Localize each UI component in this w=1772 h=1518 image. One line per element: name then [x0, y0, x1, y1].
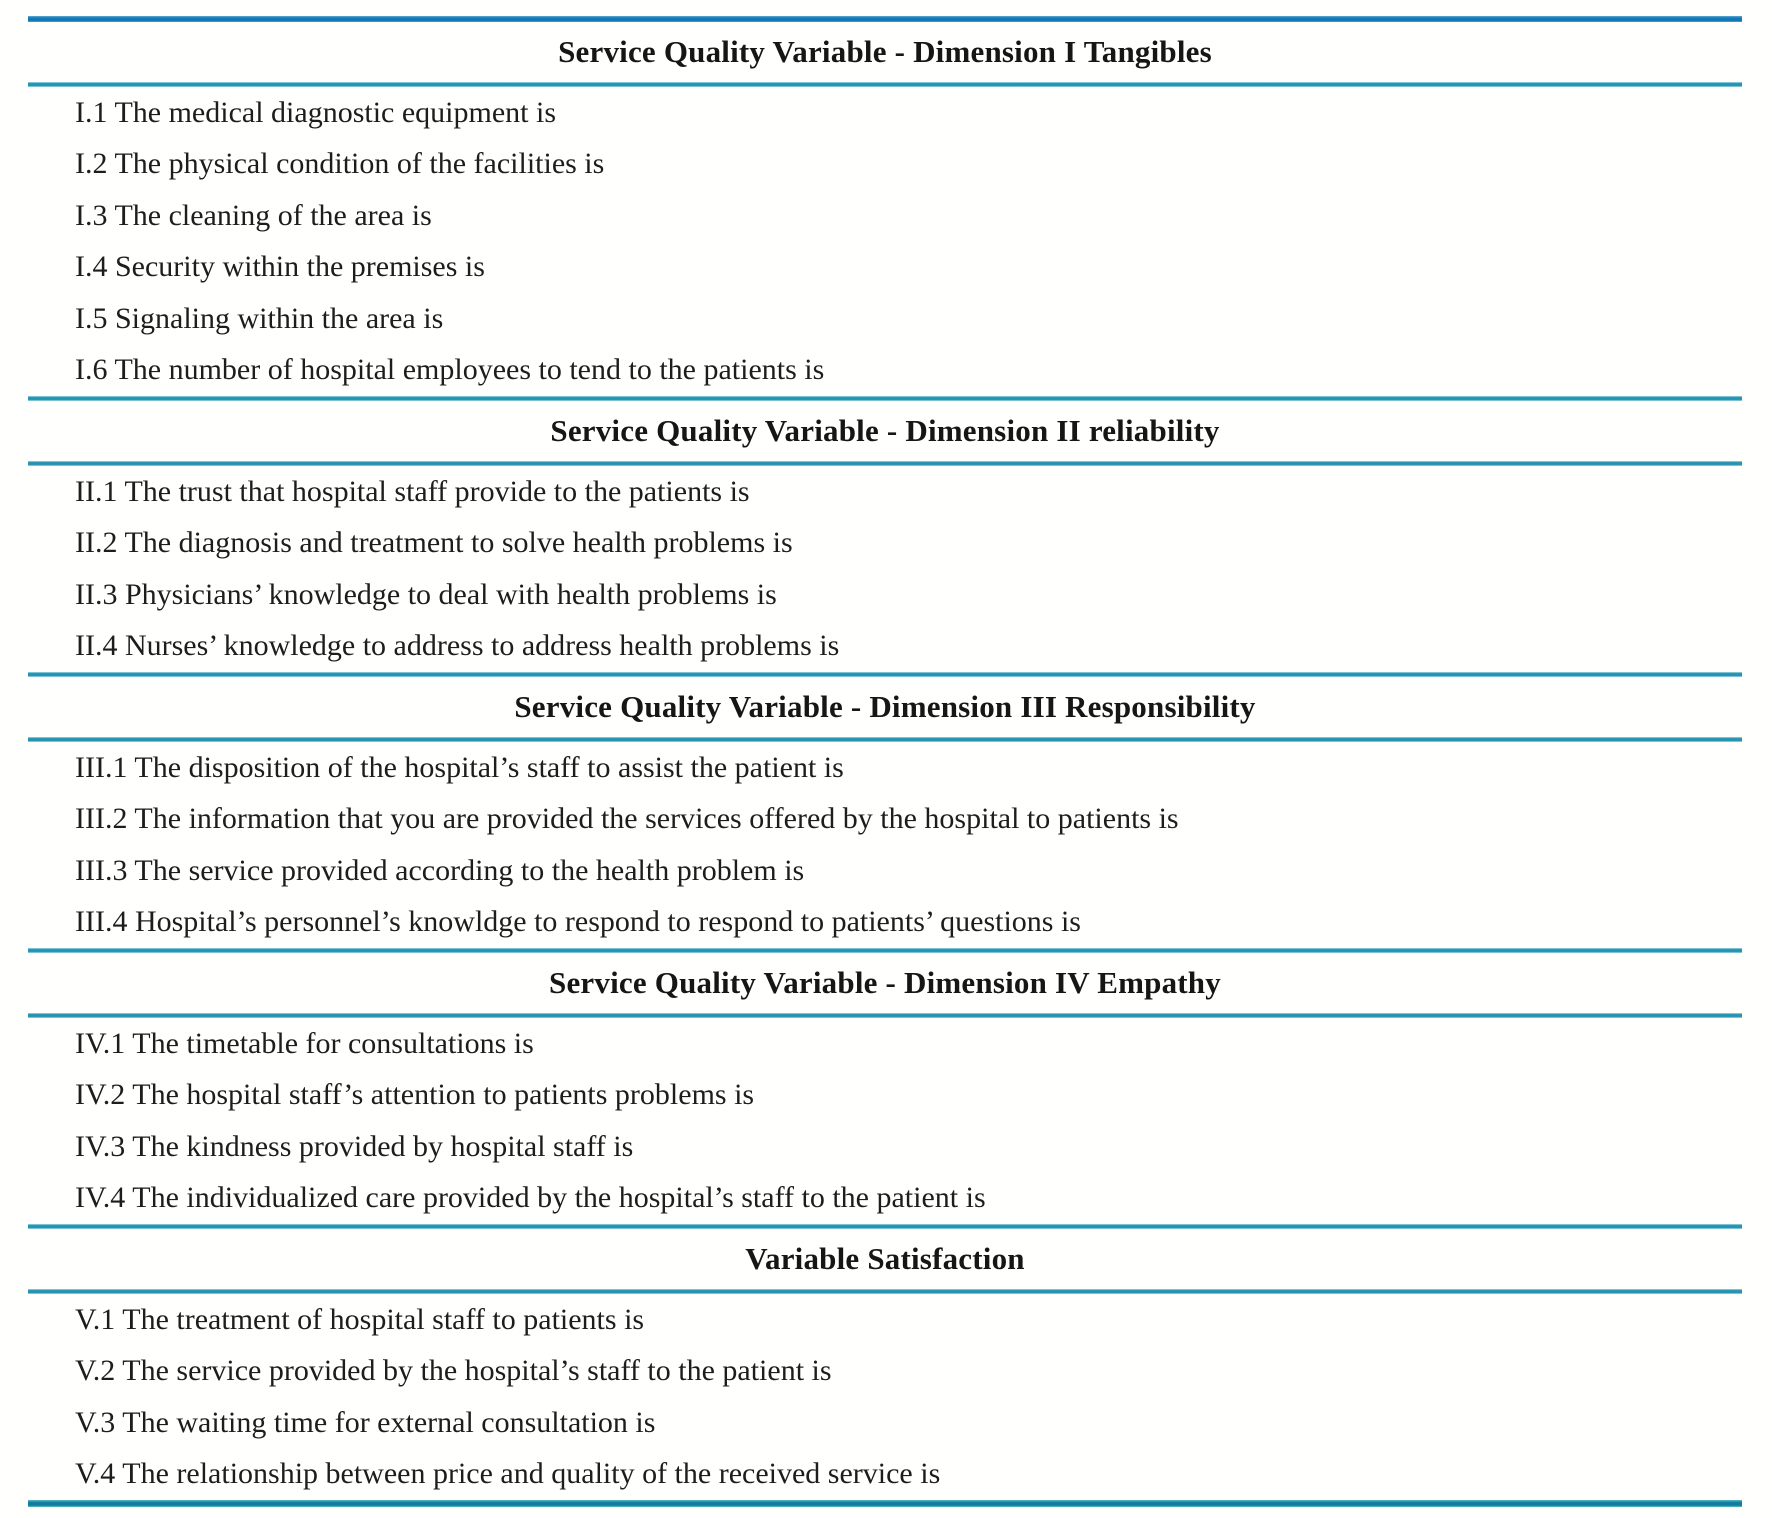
table-row: IV.2 The hospital staff’s attention to patients problems is	[75, 1078, 755, 1112]
table-row: III.3 The service provided according to the health problem is	[75, 853, 805, 887]
table-row: III.1 The disposition of the hospital’s staff to assist the patient is	[75, 750, 844, 784]
table-row: III.2 The information that you are provided the services offered by the hospital to patients is	[75, 802, 1179, 836]
section-header-satisfaction: Variable Satisfaction	[745, 1241, 1025, 1276]
section-tangibles	[28, 22, 1742, 396]
section-satisfaction	[28, 1224, 1742, 1500]
section-empathy	[28, 948, 1742, 1224]
table-row: II.4 Nurses’ knowledge to address to address health problems is	[75, 629, 840, 663]
table-row: I.3 The cleaning of the area is	[75, 198, 432, 232]
table-row: II.1 The trust that hospital staff provide to the patients is	[75, 474, 750, 508]
section-responsibility	[28, 672, 1742, 948]
section-header-reliability: Service Quality Variable - Dimension II reliability	[550, 413, 1220, 448]
table-row: V.4 The relationship between price and quality of the received service is	[75, 1457, 941, 1491]
table-row: I.1 The medical diagnostic equipment is	[75, 95, 556, 129]
table-row: III.4 Hospital’s personnel’s knowldge to respond to respond to patients’ questions is	[75, 905, 1081, 939]
table-row: II.2 The diagnosis and treatment to solve health problems is	[75, 526, 793, 560]
table-row: II.3 Physicians’ knowledge to deal with health problems is	[75, 577, 777, 611]
table-bottom-rule	[28, 1500, 1742, 1507]
table-row: IV.1 The timetable for consultations is	[75, 1026, 534, 1060]
table-row: IV.4 The individualized care provided by the hospital’s staff to the patient is	[75, 1181, 986, 1215]
table-row: V.3 The waiting time for external consultation is	[75, 1405, 656, 1439]
table-row: I.5 Signaling within the area is	[75, 301, 444, 335]
table-row: I.6 The number of hospital employees to tend to the patients is	[75, 353, 825, 387]
section-header-responsibility: Service Quality Variable - Dimension III Responsibility	[514, 689, 1256, 724]
table-row: V.2 The service provided by the hospital’s staff to the patient is	[75, 1354, 832, 1388]
table-row: I.2 The physical condition of the facilities is	[75, 147, 605, 181]
table-row: I.4 Security within the premises is	[75, 250, 485, 284]
section-header-tangibles: Service Quality Variable - Dimension I Tangibles	[558, 34, 1212, 69]
table-row: V.1 The treatment of hospital staff to patients is	[75, 1302, 645, 1336]
service-quality-table	[28, 16, 1742, 1507]
section-reliability	[28, 396, 1742, 672]
table-row: IV.3 The kindness provided by hospital staff is	[75, 1129, 634, 1163]
section-header-empathy: Service Quality Variable - Dimension IV Empathy	[549, 965, 1221, 1000]
